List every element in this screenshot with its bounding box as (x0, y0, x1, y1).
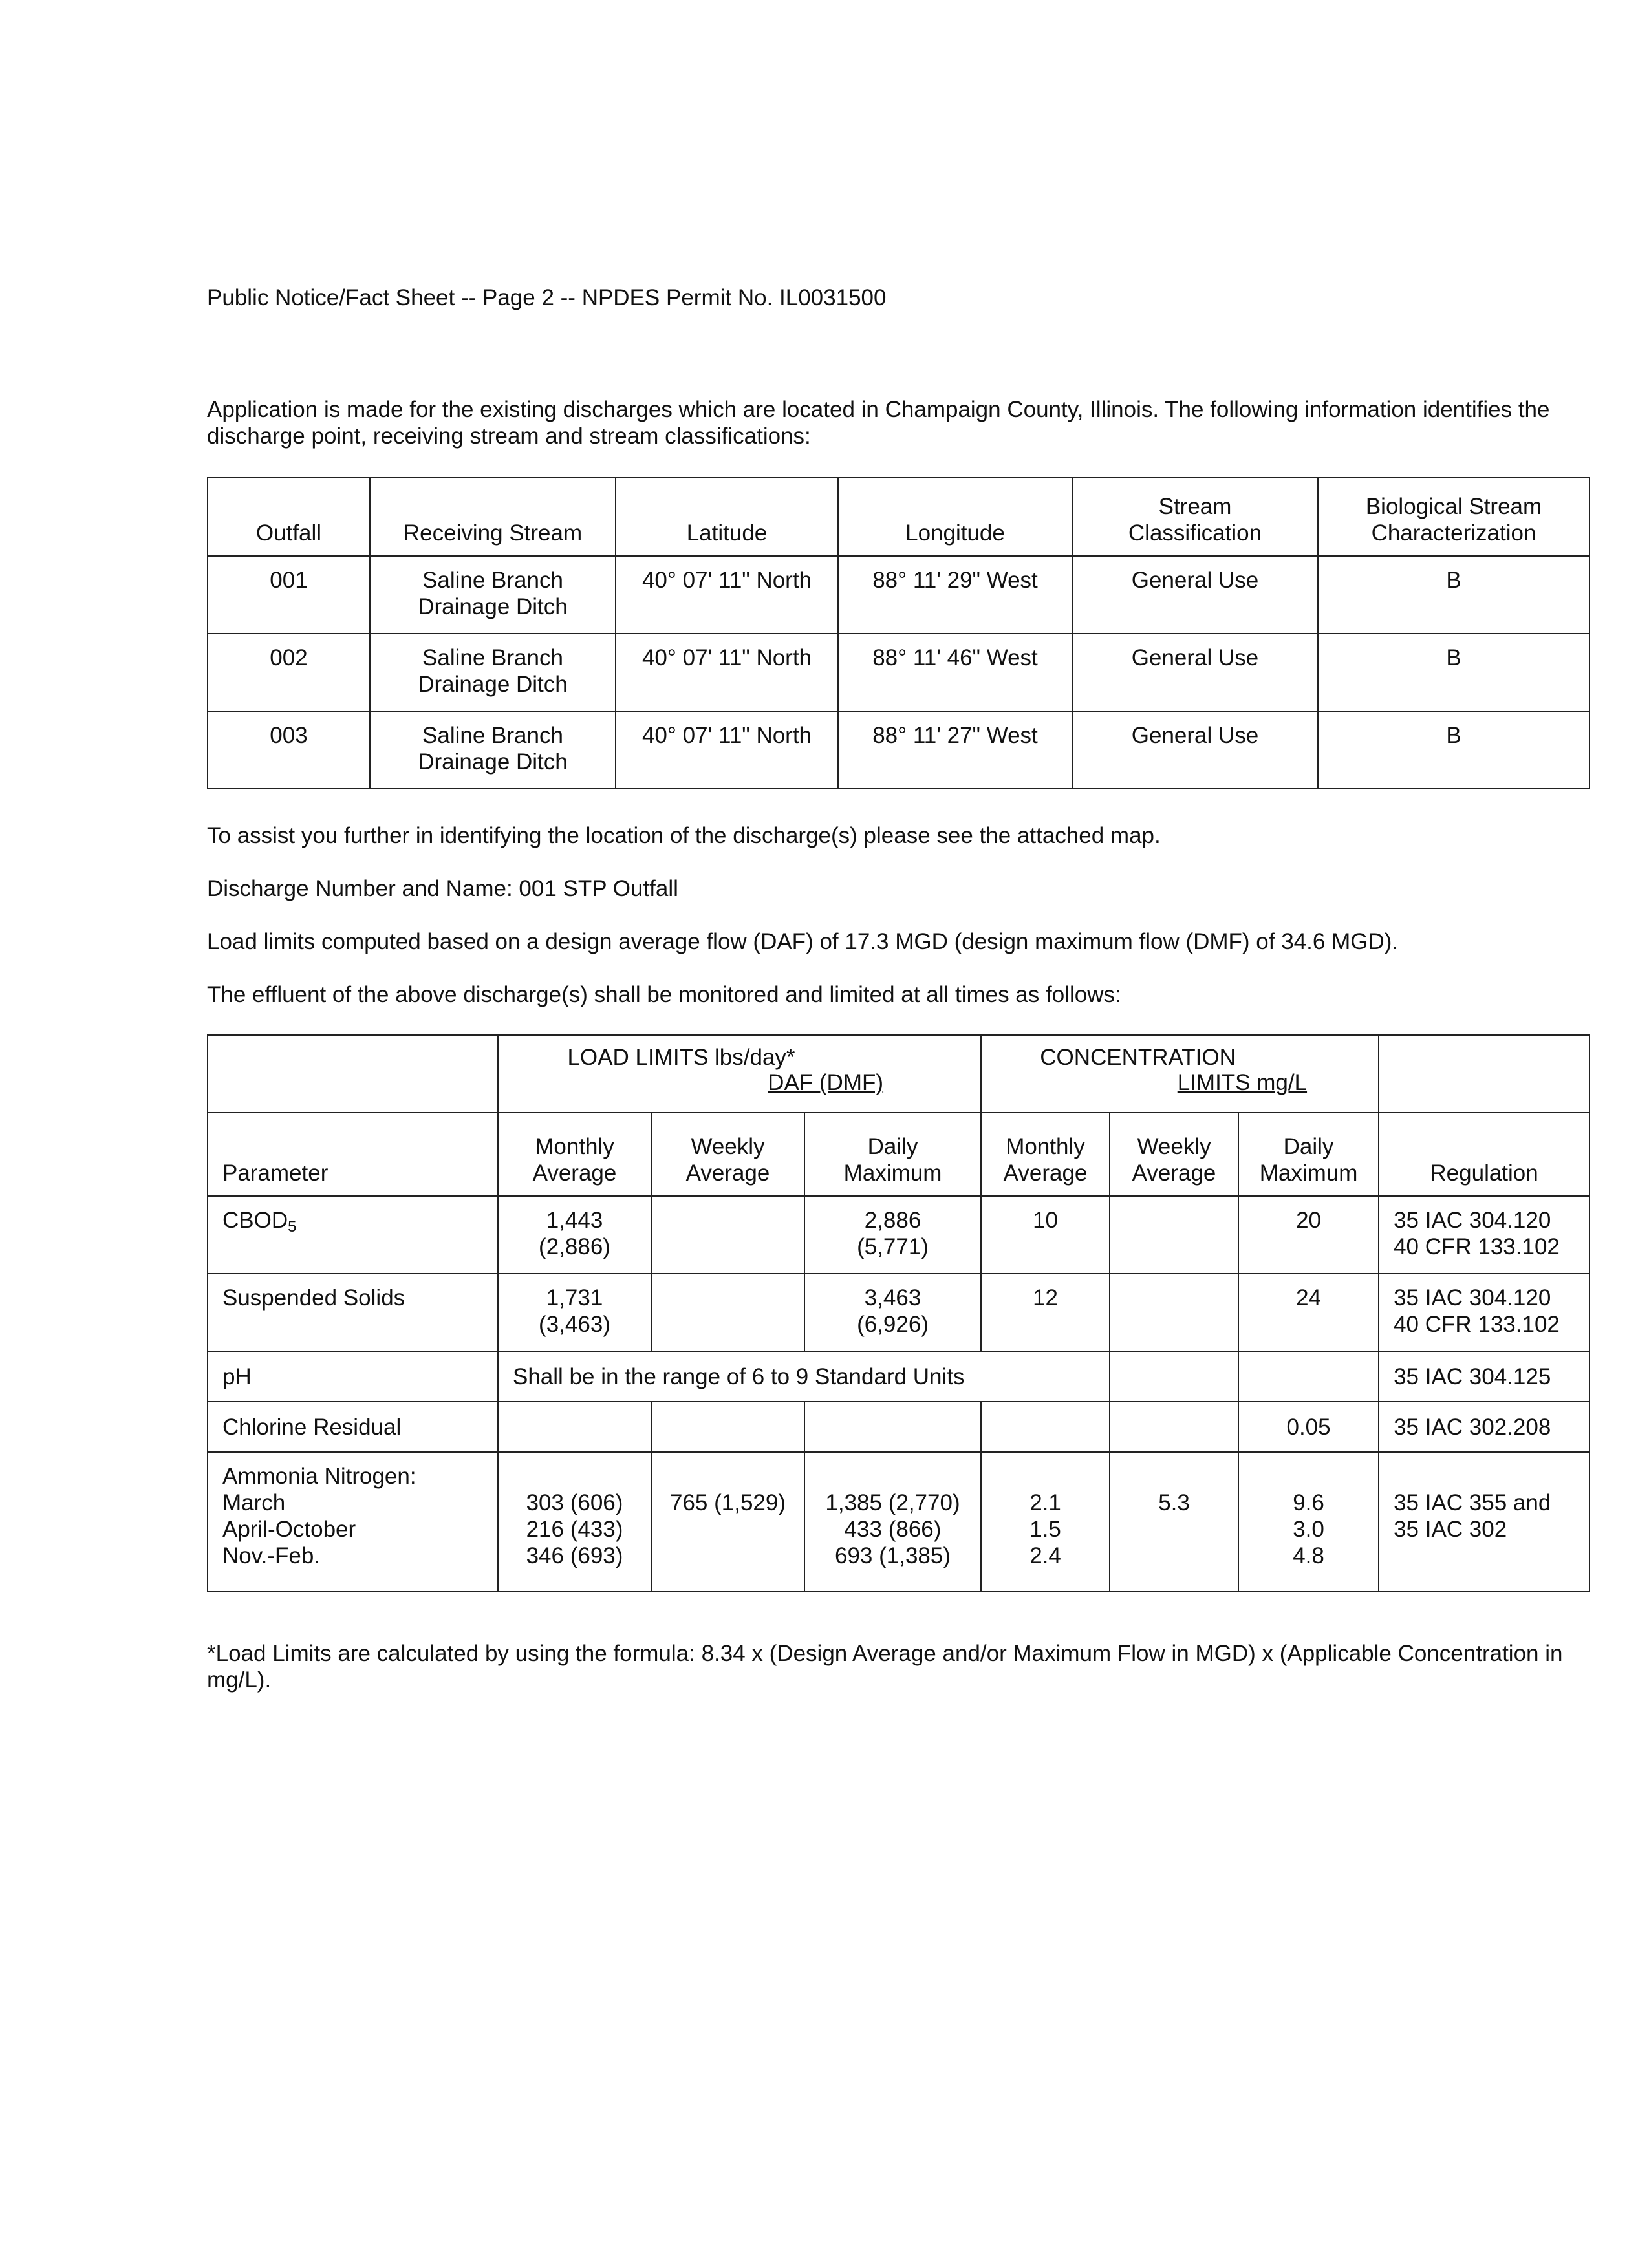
stream-classification: General Use (1072, 634, 1318, 711)
latitude: 40° 07' 11" North (616, 556, 838, 634)
col-receiving-stream: Receiving Stream (370, 478, 616, 556)
latitude: 40° 07' 11" North (616, 711, 838, 789)
load-weekly (651, 1274, 804, 1351)
outfall-number: 002 (208, 634, 370, 711)
regulation: 35 IAC 304.125 (1379, 1351, 1590, 1402)
conc-monthly (981, 1402, 1110, 1452)
receiving-stream: Saline Branch Drainage Ditch (370, 556, 616, 634)
conc-monthly: 10 (981, 1196, 1110, 1274)
col-regulation: Regulation (1379, 1113, 1590, 1196)
blank-header-cell (208, 1035, 498, 1113)
limits-subheader (208, 1113, 1590, 1196)
table-row (208, 1351, 1590, 1402)
limits-group-header (208, 1035, 1590, 1113)
regulation: 35 IAC 304.120 40 CFR 133.102 (1379, 1274, 1590, 1351)
load-weekly: 765 (1,529) (651, 1452, 804, 1592)
table-row (208, 1274, 1590, 1351)
col-parameter: Parameter (208, 1113, 498, 1196)
conc-weekly (1110, 1351, 1238, 1402)
biological-characterization: B (1318, 556, 1590, 634)
longitude: 88° 11' 46" West (838, 634, 1072, 711)
load-monthly (498, 1402, 651, 1452)
parameter-suspended-solids: Suspended Solids (208, 1274, 498, 1351)
concentration-limits-header: CONCENTRATION LIMITS mg/L (981, 1035, 1379, 1113)
col-load-monthly-average: Monthly Average (498, 1113, 651, 1196)
load-weekly (651, 1196, 804, 1274)
load-monthly: 303 (606) 216 (433) 346 (693) (498, 1452, 651, 1592)
col-biological-characterization: Biological Stream Characterization (1318, 478, 1590, 556)
ph-range-note: Shall be in the range of 6 to 9 Standard Units (498, 1351, 1110, 1402)
conc-weekly (1110, 1274, 1238, 1351)
biological-characterization: B (1318, 711, 1590, 789)
effluent-limits-table (207, 1034, 1590, 1592)
load-daily: 3,463 (6,926) (804, 1274, 981, 1351)
latitude: 40° 07' 11" North (616, 634, 838, 711)
conc-weekly (1110, 1196, 1238, 1274)
load-weekly (651, 1402, 804, 1452)
regulation: 35 IAC 304.120 40 CFR 133.102 (1379, 1196, 1590, 1274)
load-monthly: 1,731 (3,463) (498, 1274, 651, 1351)
map-note: To assist you further in identifying the location of the discharge(s) please see the attached map. (207, 823, 1161, 848)
col-longitude: Longitude (838, 478, 1072, 556)
table-row (208, 556, 1590, 634)
biological-characterization: B (1318, 634, 1590, 711)
load-daily (804, 1402, 981, 1452)
conc-weekly: 5.3 (1110, 1452, 1238, 1592)
table-row (208, 1196, 1590, 1274)
blank-header-cell (1379, 1035, 1590, 1113)
parameter-ph: pH (208, 1351, 498, 1402)
col-load-weekly-average: Weekly Average (651, 1113, 804, 1196)
col-conc-monthly-average: Monthly Average (981, 1113, 1110, 1196)
conc-daily: 0.05 (1238, 1402, 1379, 1452)
load-daily: 2,886 (5,771) (804, 1196, 981, 1274)
outfall-number: 001 (208, 556, 370, 634)
load-monthly: 1,443 (2,886) (498, 1196, 651, 1274)
parameter-ammonia-nitrogen: Ammonia Nitrogen: March April-October Nov.-Feb. (208, 1452, 498, 1592)
col-latitude: Latitude (616, 478, 838, 556)
table-row (208, 1402, 1590, 1452)
col-conc-daily-maximum: Daily Maximum (1238, 1113, 1379, 1196)
monitoring-note: The effluent of the above discharge(s) shall be monitored and limited at all times as follows: (207, 982, 1121, 1007)
conc-daily: 9.6 3.0 4.8 (1238, 1452, 1379, 1592)
col-outfall: Outfall (208, 478, 370, 556)
col-load-daily-maximum: Daily Maximum (804, 1113, 981, 1196)
conc-monthly: 12 (981, 1274, 1110, 1351)
stream-classification: General Use (1072, 711, 1318, 789)
longitude: 88° 11' 27" West (838, 711, 1072, 789)
load-daily: 1,385 (2,770) 433 (866) 693 (1,385) (804, 1452, 981, 1592)
table-row (208, 634, 1590, 711)
conc-monthly: 2.1 1.5 2.4 (981, 1452, 1110, 1592)
table-row (208, 1452, 1590, 1592)
regulation: 35 IAC 355 and 35 IAC 302 (1379, 1452, 1590, 1592)
col-conc-weekly-average: Weekly Average (1110, 1113, 1238, 1196)
receiving-stream: Saline Branch Drainage Ditch (370, 711, 616, 789)
intro-paragraph: Application is made for the existing discharges which are located in Champaign County, Illinois. The following information identifies the discharge point, receiving stream and stream classifications: (207, 397, 1550, 449)
page-header: Public Notice/Fact Sheet -- Page 2 -- NPDES Permit No. IL0031500 (207, 285, 887, 310)
parameter-chlorine-residual: Chlorine Residual (208, 1402, 498, 1452)
table-row (208, 711, 1590, 789)
stream-classification: General Use (1072, 556, 1318, 634)
load-limits-note: Load limits computed based on a design average flow (DAF) of 17.3 MGD (design maximum flow (DMF) of 34.6 MGD). (207, 929, 1399, 954)
conc-weekly (1110, 1402, 1238, 1452)
outfall-number: 003 (208, 711, 370, 789)
conc-daily: 24 (1238, 1274, 1379, 1351)
parameter-cbod5: CBOD5 (208, 1196, 498, 1274)
discharge-name: Discharge Number and Name: 001 STP Outfall (207, 876, 678, 901)
conc-daily: 20 (1238, 1196, 1379, 1274)
conc-daily (1238, 1351, 1379, 1402)
receiving-stream: Saline Branch Drainage Ditch (370, 634, 616, 711)
outfall-table-header (208, 478, 1590, 556)
footnote: *Load Limits are calculated by using the formula: 8.34 x (Design Average and/or Maximum Flow in MGD) x (Applicable Concentration in mg/L). (207, 1641, 1563, 1693)
regulation: 35 IAC 302.208 (1379, 1402, 1590, 1452)
outfall-table (207, 477, 1590, 789)
longitude: 88° 11' 29" West (838, 556, 1072, 634)
col-stream-classification: Stream Classification (1072, 478, 1318, 556)
load-limits-header: LOAD LIMITS lbs/day* DAF (DMF) (498, 1035, 981, 1113)
